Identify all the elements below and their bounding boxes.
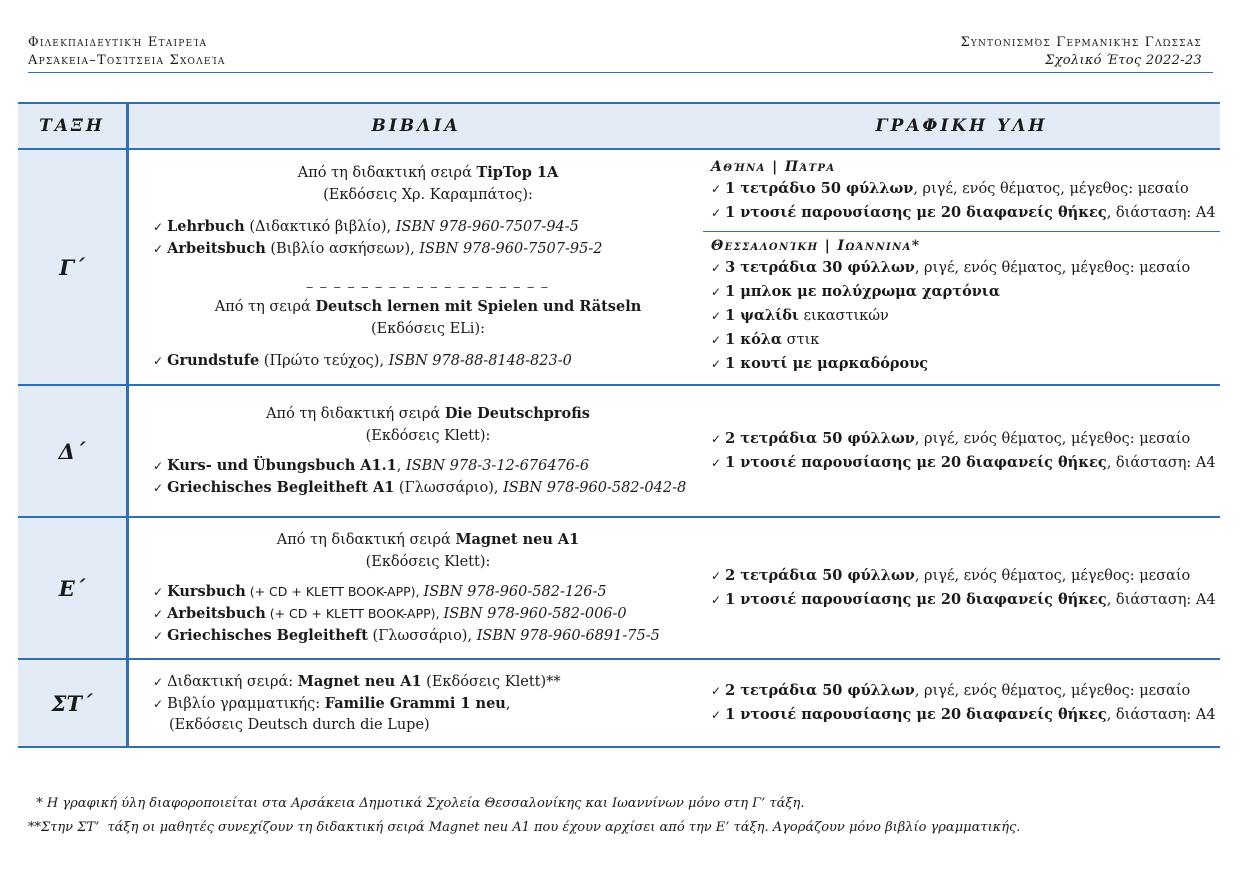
book-isbn: ISBN 978-960-7507-94-5 <box>395 219 579 235</box>
class-label: Δ΄ <box>18 385 128 517</box>
material-detail: , διάσταση: Α4 <box>1106 204 1216 221</box>
book-title: Griechisches Begleitheft A1 <box>167 479 395 496</box>
books-cell <box>128 149 704 385</box>
class-label: Ε΄ <box>18 517 128 659</box>
book-title: Grundstufe <box>167 352 260 369</box>
series-title: Magnet neu A1 <box>297 672 422 690</box>
material-name: 1 τετράδιο 50 φύλλων <box>725 179 914 197</box>
list-item <box>711 201 1220 225</box>
book-title: Kursbuch <box>167 583 246 600</box>
material-detail: , διάσταση: Α4 <box>1106 592 1216 608</box>
list-item <box>711 451 1220 475</box>
check-icon: ✓ <box>153 696 164 711</box>
header-left <box>28 34 226 70</box>
publisher: (Εκδόσεις Deutsch durch die Lupe) <box>169 716 430 733</box>
city-group-label: Αθήνα | Πάτρα <box>711 158 836 175</box>
book-desc: , <box>505 695 511 712</box>
book-desc: , <box>396 458 406 474</box>
publisher: (Εκδόσεις Χρ. Καραμπάτος): <box>323 187 533 203</box>
series-intro <box>153 403 703 425</box>
book-desc: (Πρώτο τεύχος), <box>259 353 389 369</box>
material-name: 1 ντοσιέ παρουσίασης με 20 διαφανείς θήκες <box>725 454 1107 471</box>
book-isbn: ISBN 978-960-582-126-5 <box>423 584 607 600</box>
list-item <box>711 256 1220 280</box>
book-title: Familie Grammi 1 neu <box>324 694 506 712</box>
check-icon: ✓ <box>711 708 722 722</box>
grammar-book-label: Βιβλίο γραμματικής: <box>167 695 325 712</box>
material-name: 2 τετράδια 50 φύλλων <box>725 682 915 699</box>
book-title: Lehrbuch <box>167 218 245 235</box>
series-title: Deutsch lernen mit Spielen und Rätseln <box>315 298 642 315</box>
organization-name: Φιλεκπαιδευτική Εταιρεία <box>28 35 208 50</box>
check-icon: ✓ <box>711 432 722 446</box>
check-icon: ✓ <box>711 205 722 220</box>
list-item <box>711 352 1220 376</box>
book-desc: (Γλωσσάριο), <box>367 628 477 644</box>
class-label: Γ΄ <box>18 149 128 385</box>
material-detail: , ριγέ, ενός θέματος, μέγεθος: μεσαίο <box>914 683 1191 699</box>
book-desc: (+ CD + KLETT BOOK-APP), <box>245 584 424 599</box>
material-detail: εικαστικών <box>798 307 889 324</box>
column-header-class: ΤΑΞΗ <box>18 103 128 149</box>
list-item <box>153 625 703 647</box>
books-cell <box>128 385 704 517</box>
material-detail: στικ <box>782 331 820 348</box>
series-intro-text: Από τη σειρά <box>214 299 316 315</box>
publisher: (Εκδόσεις Klett)** <box>421 673 561 690</box>
check-icon: ✓ <box>711 332 722 347</box>
list-item <box>711 588 1220 612</box>
material-name: 3 τετράδια 30 φύλλων <box>725 258 915 276</box>
table-row <box>18 385 1220 517</box>
check-icon: ✓ <box>711 181 722 196</box>
series-label: Διδακτική σειρά: <box>167 673 298 690</box>
check-icon: ✓ <box>153 220 164 234</box>
check-icon: ✓ <box>711 260 722 275</box>
schools-name: Αρσάκεια–Τοσίτσεια Σχολεία <box>28 53 226 68</box>
list-item <box>711 564 1220 588</box>
list-item <box>711 304 1220 328</box>
check-icon: ✓ <box>711 569 722 583</box>
book-isbn: ISBN 978-88-8148-823-0 <box>388 353 572 369</box>
material-detail: , διάσταση: Α4 <box>1106 455 1216 471</box>
series-title: Die Deutschprofis <box>444 405 590 422</box>
material-name: 2 τετράδια 50 φύλλων <box>725 430 915 447</box>
book-title: Arbeitsbuch <box>167 605 266 622</box>
materials-cell <box>703 385 1220 517</box>
book-isbn: ISBN 978-960-6891-75-5 <box>476 628 660 644</box>
list-item <box>153 216 703 238</box>
book-title: Kurs- und Übungsbuch A1.1 <box>167 457 397 474</box>
list-item <box>153 671 703 693</box>
material-name: 1 ψαλίδι <box>725 306 799 324</box>
book-isbn: ISBN 978-960-582-006-0 <box>443 606 627 622</box>
check-icon: ✓ <box>153 354 164 368</box>
books-cell <box>128 659 704 747</box>
publisher: (Εκδόσεις ELi): <box>371 321 485 337</box>
material-detail: , ριγέ, ενός θέματος, μέγεθος: μεσαίο <box>914 259 1191 276</box>
table-row <box>18 517 1220 659</box>
material-detail: , ριγέ, ενός θέματος, μέγεθος: μεσαίο <box>914 431 1191 447</box>
material-name: 1 μπλοκ με πολύχρωμα χαρτόνια <box>725 282 1000 300</box>
list-item <box>711 328 1220 352</box>
footnote-1: * Η γραφική ύλη διαφοροποιείται στα Αρσάκεια Δημοτικά Σχολεία Θεσσαλονίκης και Ιωαννίνων μόνο στη Γ’ τάξη. <box>28 796 805 811</box>
coordination-title: Συντονισμός Γερμανικής Γλώσσας <box>960 35 1202 50</box>
list-item <box>153 603 703 625</box>
city-divider <box>703 231 1220 232</box>
list-item <box>153 238 703 260</box>
series-intro <box>153 296 703 318</box>
table-row <box>18 149 1220 385</box>
series-title: Magnet neu A1 <box>455 531 580 548</box>
materials-cell <box>703 517 1220 659</box>
check-icon: ✓ <box>153 674 164 689</box>
city-group-label: Θεσσαλονίκη | Ιωάννινα* <box>711 237 921 254</box>
series-intro <box>153 529 703 551</box>
book-desc: (Βιβλίο ασκήσεων), <box>265 241 420 257</box>
books-cell <box>128 517 704 659</box>
series-intro-text: Από τη διδακτική σειρά <box>266 406 445 422</box>
material-detail: , ριγέ, ενός θέματος, μέγεθος: μεσαίο <box>913 180 1189 197</box>
series-intro <box>153 162 703 184</box>
list-item <box>711 427 1220 451</box>
publisher: (Εκδόσεις Klett): <box>365 428 491 444</box>
material-name: 2 τετράδια 50 φύλλων <box>725 567 915 584</box>
book-isbn: ISBN 978-960-7507-95-2 <box>419 241 603 257</box>
book-list-table <box>18 102 1220 748</box>
footnotes <box>28 792 1020 840</box>
column-header-books: ΒΙΒΛΙΑ <box>128 103 704 149</box>
table-header-row <box>18 103 1220 149</box>
check-icon: ✓ <box>711 308 722 323</box>
material-name: 1 κόλα <box>725 330 783 348</box>
material-name: 1 ντοσιέ παρουσίασης με 20 διαφανείς θήκες <box>725 591 1107 608</box>
class-label: ΣΤ΄ <box>18 659 128 747</box>
book-desc: (Γλωσσάριο), <box>394 480 504 496</box>
check-icon: ✓ <box>153 607 164 621</box>
list-item <box>711 177 1220 201</box>
table-row <box>18 659 1220 747</box>
book-title: Arbeitsbuch <box>167 240 266 257</box>
header-divider <box>28 72 1213 73</box>
list-item <box>153 350 703 372</box>
check-icon: ✓ <box>711 456 722 470</box>
material-detail: , ριγέ, ενός θέματος, μέγεθος: μεσαίο <box>914 568 1191 584</box>
list-item <box>153 477 703 499</box>
list-item <box>153 455 703 477</box>
column-header-materials: ΓΡΑΦΙΚΗ ΥΛΗ <box>703 103 1220 149</box>
materials-cell <box>703 149 1220 385</box>
check-icon: ✓ <box>711 284 722 299</box>
school-year: Σχολικό Έτος 2022-23 <box>1045 53 1202 68</box>
check-icon: ✓ <box>153 242 164 256</box>
book-desc: (Διδακτικό βιβλίο), <box>244 219 396 235</box>
series-intro-text: Από τη διδακτική σειρά <box>297 165 477 181</box>
series-intro-text: Από τη διδακτική σειρά <box>276 532 456 548</box>
footnote-2: **Στην ΣΤ’ τάξη οι μαθητές συνεχίζουν τη διδακτική σειρά Magnet neu A1 που έχουν αρχίσει από την Ε’ τάξη. Αγοράζουν μόνο βιβλίο γραμματικής. <box>28 820 1021 835</box>
list-item <box>711 703 1220 727</box>
list-item <box>711 679 1220 703</box>
list-item <box>153 581 703 603</box>
book-desc: (+ CD + KLETT BOOK-APP), <box>265 606 444 621</box>
publisher: (Εκδόσεις Klett): <box>365 554 491 570</box>
material-name: 1 κουτί με μαρκαδόρους <box>725 354 929 372</box>
series-title: TipTop 1A <box>476 164 559 181</box>
materials-cell <box>703 659 1220 747</box>
header-right <box>960 34 1202 70</box>
book-isbn: ISBN 978-960-582-042-8 <box>503 480 687 496</box>
list-item <box>711 280 1220 304</box>
separator-line: _ _ _ _ _ _ _ _ _ _ _ _ _ _ _ _ _ _ <box>306 274 550 288</box>
check-icon: ✓ <box>153 585 164 599</box>
book-isbn: ISBN 978-3-12-676476-6 <box>406 458 590 474</box>
check-icon: ✓ <box>153 629 164 643</box>
material-name: 1 ντοσιέ παρουσίασης με 20 διαφανείς θήκες <box>725 203 1107 221</box>
material-name: 1 ντοσιέ παρουσίασης με 20 διαφανείς θήκες <box>725 706 1107 723</box>
check-icon: ✓ <box>711 684 722 698</box>
material-detail: , διάσταση: Α4 <box>1106 707 1216 723</box>
check-icon: ✓ <box>153 481 164 495</box>
list-item <box>153 693 703 715</box>
check-icon: ✓ <box>711 593 722 607</box>
check-icon: ✓ <box>153 459 164 473</box>
book-title: Griechisches Begleitheft <box>167 627 368 644</box>
check-icon: ✓ <box>711 356 722 371</box>
